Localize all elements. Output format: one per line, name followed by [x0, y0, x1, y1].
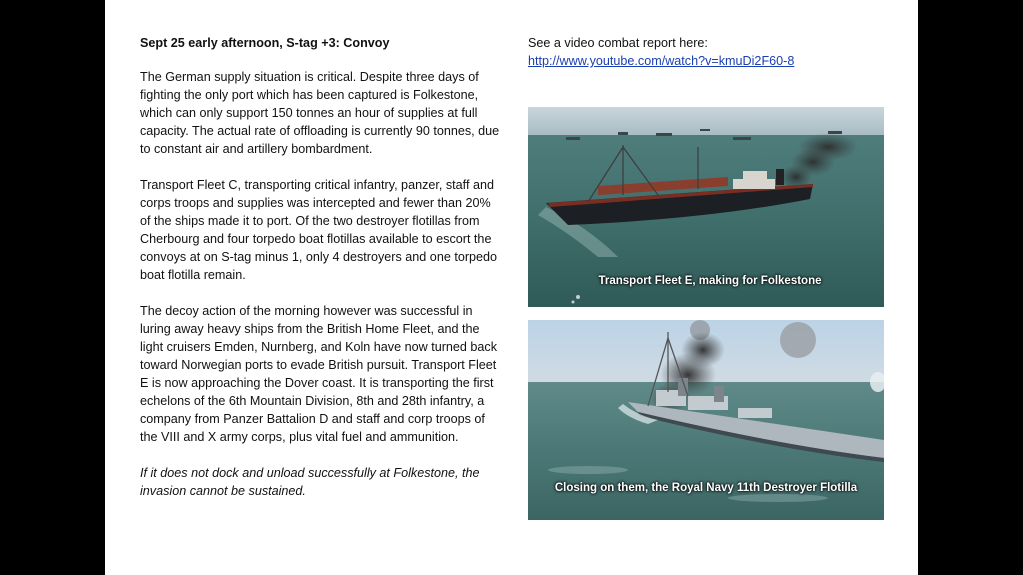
paragraph-fleet-c: Transport Fleet C, transporting critical infantry, panzer, staff and corps troops and supplies was intercepted and fewer than 20% of the ships made it to port. Of the two destroyer flotillas from Cherbourg and four torpedo boat flotillas available to escort the convoys at on S-tag minus 1, only 4 destroyers and one torpedo boat flotilla remain. [140, 178, 498, 282]
paragraph-supply: The German supply situation is critical. Despite three days of fighting the only port which has been captured is Folkestone, which can only support 150 tonnes an hour of supplies at full capacity. The actual rate of offloading is currently 90 tonnes, due to constant air and artillery bombardment. [140, 70, 500, 156]
transport-fleet-image [528, 107, 884, 307]
paragraph-decoy: The decoy action of the morning however was successful in luring away heavy ships from the British Home Fleet, and the light cruisers Emden, Nurnberg, and Koln have now turned back toward Norwegian ports to evade British pursuit. Transport Fleet E is now approaching the Dover coast. It is transporting the first echelons of the 6th Mountain Division, 8th and 28th infantry, a company from Panzer Battalion D and staff and corp troops of the VIII and X army corps, plus vital fuel and ammunition. [140, 304, 498, 444]
video-link[interactable]: http://www.youtube.com/watch?v=kmuDi2F60-8 [528, 54, 795, 68]
article-heading: Sept 25 early afternoon, S-tag +3: Convoy [140, 36, 390, 50]
image-caption: Transport Fleet E, making for Folkestone [598, 275, 822, 287]
image-caption: Closing on them, the Royal Navy 11th Destroyer Flotilla [554, 482, 858, 494]
destroyer-flotilla-image [528, 320, 884, 520]
document-page [105, 0, 918, 575]
video-report [528, 34, 888, 70]
article-column [140, 34, 500, 500]
video-intro: See a video combat report here: [528, 36, 708, 50]
closing-note: If it does not dock and unload successfully at Folkestone, the invasion cannot be sustained. [140, 466, 480, 498]
